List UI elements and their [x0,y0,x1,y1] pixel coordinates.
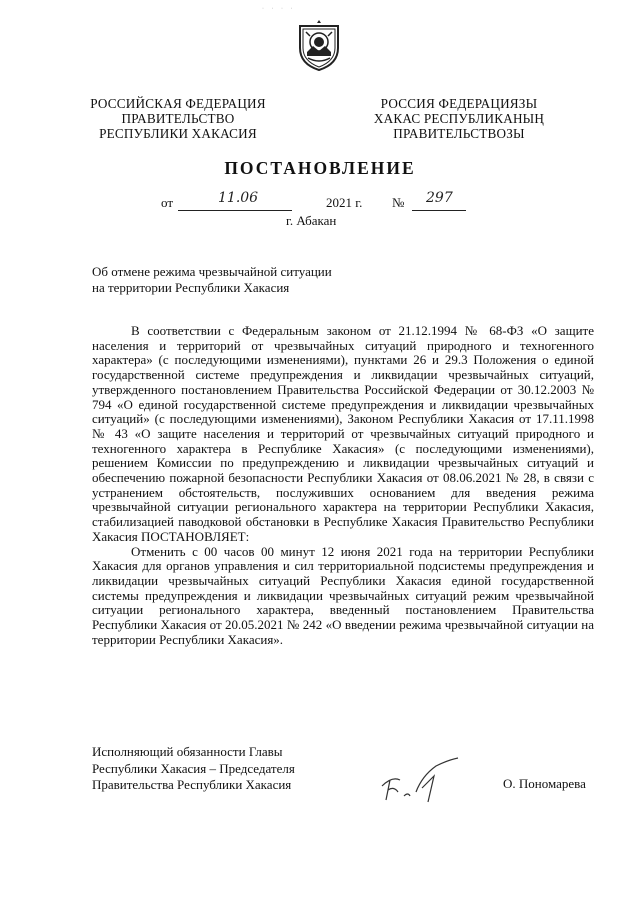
header-left-line: РОССИЙСКАЯ ФЕДЕРАЦИЯ [90,96,266,111]
header-right-line: ПРАВИТЕЛЬСТВОЗЫ [393,126,525,141]
header-left-line: РЕСПУБЛИКИ ХАКАСИЯ [99,126,257,141]
khakassia-coat-of-arms-icon [294,18,344,72]
signatory-position [92,744,295,794]
number-sign: № [392,195,405,210]
date-handwritten: 11.06 [218,190,259,206]
header-right-line: РОССИЯ ФЕДЕРАЦИЯЗЫ [380,96,538,111]
date-field [178,190,292,211]
document-subject [92,264,332,296]
header-left [78,96,278,141]
signatory-name: О. Пономарева [503,776,586,791]
subject-line: на территории Республики Хакасия [92,280,290,295]
document-body [92,324,594,647]
number-field [412,190,466,211]
position-line: Республики Хакасия – Председателя [92,760,295,776]
header-right-line: ХАКАС РЕСПУБЛИКАНЫҢ [373,111,545,126]
header-left-line: ПРАВИТЕЛЬСТВО [121,111,235,126]
city: г. Абакан [286,213,337,228]
subject-line: Об отмене режима чрезвычайной ситуации [92,264,332,279]
date-prefix: от [161,195,174,210]
body-paragraph: Отменить с 00 часов 00 минут 12 июня 2021 года на территории Республики Хакасия для органов управления и сил территориальной подсистемы предупреждения и ликвидации чрезвычайных ситуаций Республики Хакасия единой государственной системы предупреждения и ликвидации чрезвычайных ситуаций режим чрезвычайной ситуации регионального характера, введенный постановлением Правительства Республики Хакасия от 20.05.2021 № 242 «О введении режима чрезвычайной ситуации на территории Республики Хакасия». [92,543,594,647]
body-paragraph: В соответствии с Федеральным законом от 21.12.1994 № 68-ФЗ «О защите населения и территорий от чрезвычайных ситуаций природного и техногенного характера» (с последующими изменениями), пунктами 26 и 29.3 Положения о единой государственной системе предупреждения и ликвидации чрезвычайных ситуаций, утвержденного постановлением Правительства Российской Федерации от 30.12.2003 № 794 «О единой государственной системе предупреждения и ликвидации чрезвычайных ситуаций» (с последующими изменениями), Законом Республики Хакасия от 17.11.1998 № 43 «О защите населения и территорий от чрезвычайных ситуаций природного и техногенного характера в Республике Хакасия» (с последующими изменениями), решением Комиссии по предупреждению и ликвидации чрезвычайных ситуаций и обеспечению пожарной безопасности Республики Хакасия от 08.06.2021 № 28, в связи с устранением обстоятельств, послуживших основанием для введения режима чрезвычайной ситуации регионального характера на территории Республики Хакасия, стабилизацией паводковой обстановки в Республике Хакасия Правительство Республики Хакасия ПОСТАНОВЛЯЕТ: [92,323,594,544]
header-right [354,96,564,141]
document-title: ПОСТАНОВЛЕНИЕ [224,158,416,178]
position-line: Исполняющий обязанности Главы [92,744,283,759]
date-year: 2021 г. [326,195,363,210]
position-line: Правительства Республики Хакасия [92,777,292,792]
number-handwritten: 297 [426,190,453,206]
scan-marks: · · · · [262,6,296,12]
handwritten-signature [378,752,488,812]
